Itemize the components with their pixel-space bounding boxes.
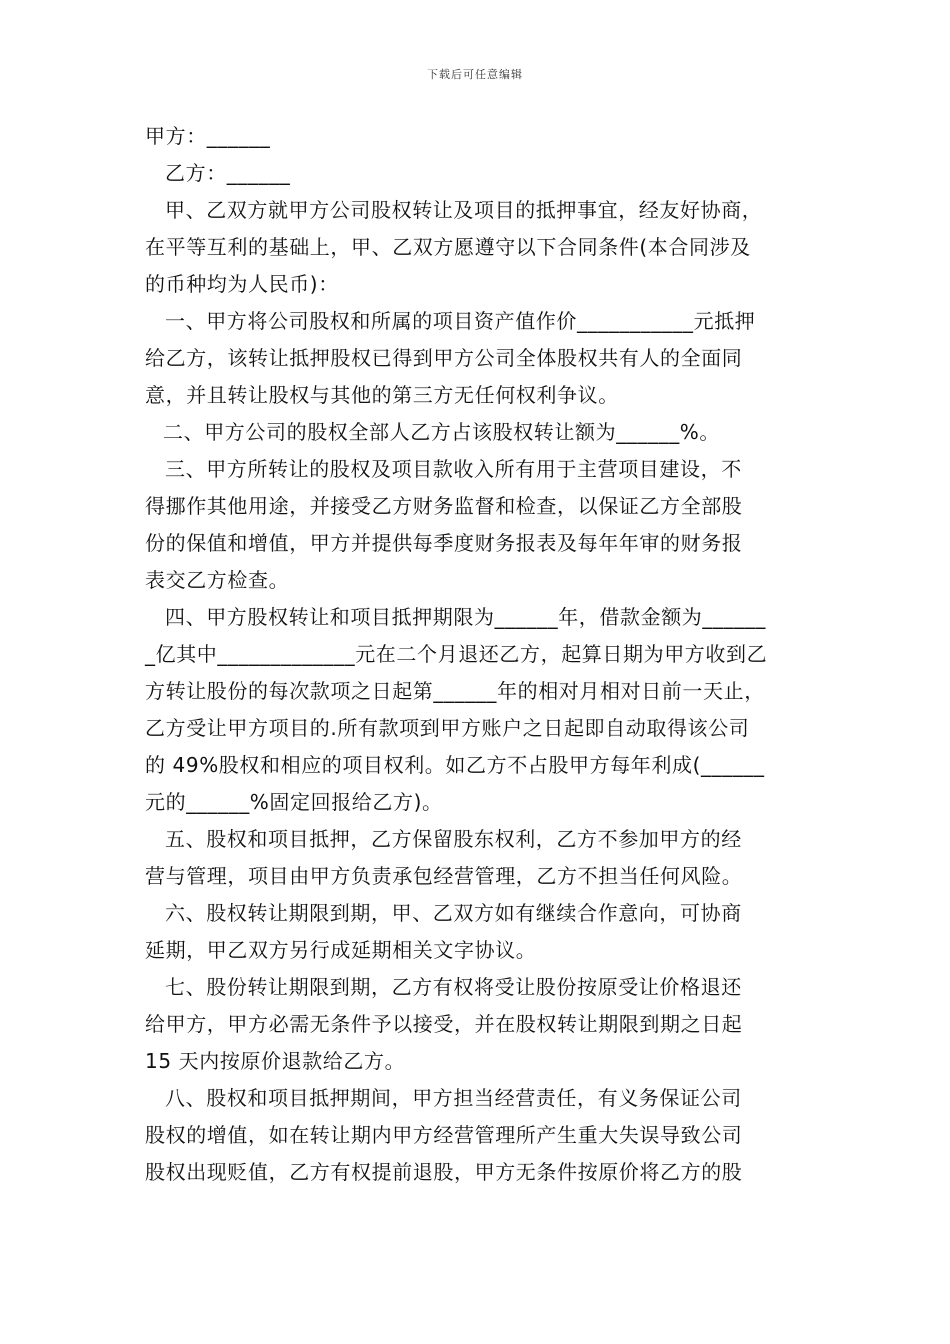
clause-1-line: 一、甲方将公司股权和所属的项目资产值作价___________元抵押 (165, 309, 756, 333)
clause-6-line: 延期，甲乙双方另行成延期相关文字协议。 (145, 938, 537, 962)
clause-2-line: 二、甲方公司的股权全部人乙方占该股权转让额为______%。 (163, 420, 721, 444)
clause-7-line: 给甲方，甲方必需无条件予以接受，并在股权转让期限到期之日起 (145, 1012, 743, 1036)
clause-8-line: 股权的增值，如在转让期内甲方经营管理所产生重大失误导致公司 (145, 1123, 743, 1147)
clause-7-line: 15 天内按原价退款给乙方。 (145, 1049, 406, 1073)
clause-4-line: 元的______%固定回报给乙方)。 (145, 790, 443, 814)
clause-3-line: 得挪作其他用途，并接受乙方财务监督和检查，以保证乙方全部股 (145, 494, 743, 518)
clause-3-line: 表交乙方检查。 (145, 568, 290, 592)
clause-3-line: 份的保值和增值，甲方并提供每季度财务报表及每年年审的财务报 (145, 531, 743, 555)
clause-4-line: 方转让股份的每次款项之日起第______年的相对月相对日前一天止， (145, 679, 765, 703)
clause-5-line: 五、股权和项目抵押，乙方保留股东权利，乙方不参加甲方的经 (165, 827, 742, 851)
clause-1-line: 给乙方，该转让抵押股权已得到甲方公司全体股权共有人的全面同 (145, 346, 743, 370)
preamble-line: 甲、乙双方就甲方公司股权转让及项目的抵押事宜，经友好协商， (165, 198, 763, 222)
clause-4-line: 四、甲方股权转让和项目抵押期限为______年，借款金额为______ (165, 605, 766, 629)
clause-4-line: 的 49%股权和相应的项目权利。如乙方不占股甲方每年利成(______ (145, 753, 765, 777)
clause-4-line: 乙方受让甲方项目的.所有款项到甲方账户之日起即自动取得该公司 (145, 716, 750, 740)
clause-6-line: 六、股权转让期限到期，甲、乙双方如有继续合作意向，可协商 (165, 901, 742, 925)
clause-8-line: 股权出现贬值，乙方有权提前退股，甲方无条件按原价将乙方的股 (145, 1160, 743, 1184)
contract-body (145, 118, 810, 1191)
clause-8-line: 八、股权和项目抵押期间，甲方担当经营责任，有义务保证公司 (165, 1086, 742, 1110)
preamble-line: 在平等互利的基础上，甲、乙双方愿遵守以下合同条件(本合同涉及 (145, 235, 751, 259)
header-note: 下载后可任意编辑 (427, 68, 523, 81)
clause-5-line: 营与管理，项目由甲方负责承包经营管理，乙方不担当任何风险。 (145, 864, 743, 888)
party-a-line: 甲方：______ (145, 124, 271, 148)
clause-4-line: _亿其中_____________元在二个月退还乙方，起算日期为甲方收到乙 (145, 642, 768, 666)
clause-7-line: 七、股份转让期限到期，乙方有权将受让股份按原受让价格退还 (165, 975, 742, 999)
clause-1-line: 意，并且转让股权与其他的第三方无任何权利争议。 (145, 383, 619, 407)
preamble-line: 的币种均为人民币)： (145, 272, 339, 296)
clause-3-line: 三、甲方所转让的股权及项目款收入所有用于主营项目建设，不 (165, 457, 742, 481)
party-b-line: 乙方：______ (165, 161, 291, 185)
